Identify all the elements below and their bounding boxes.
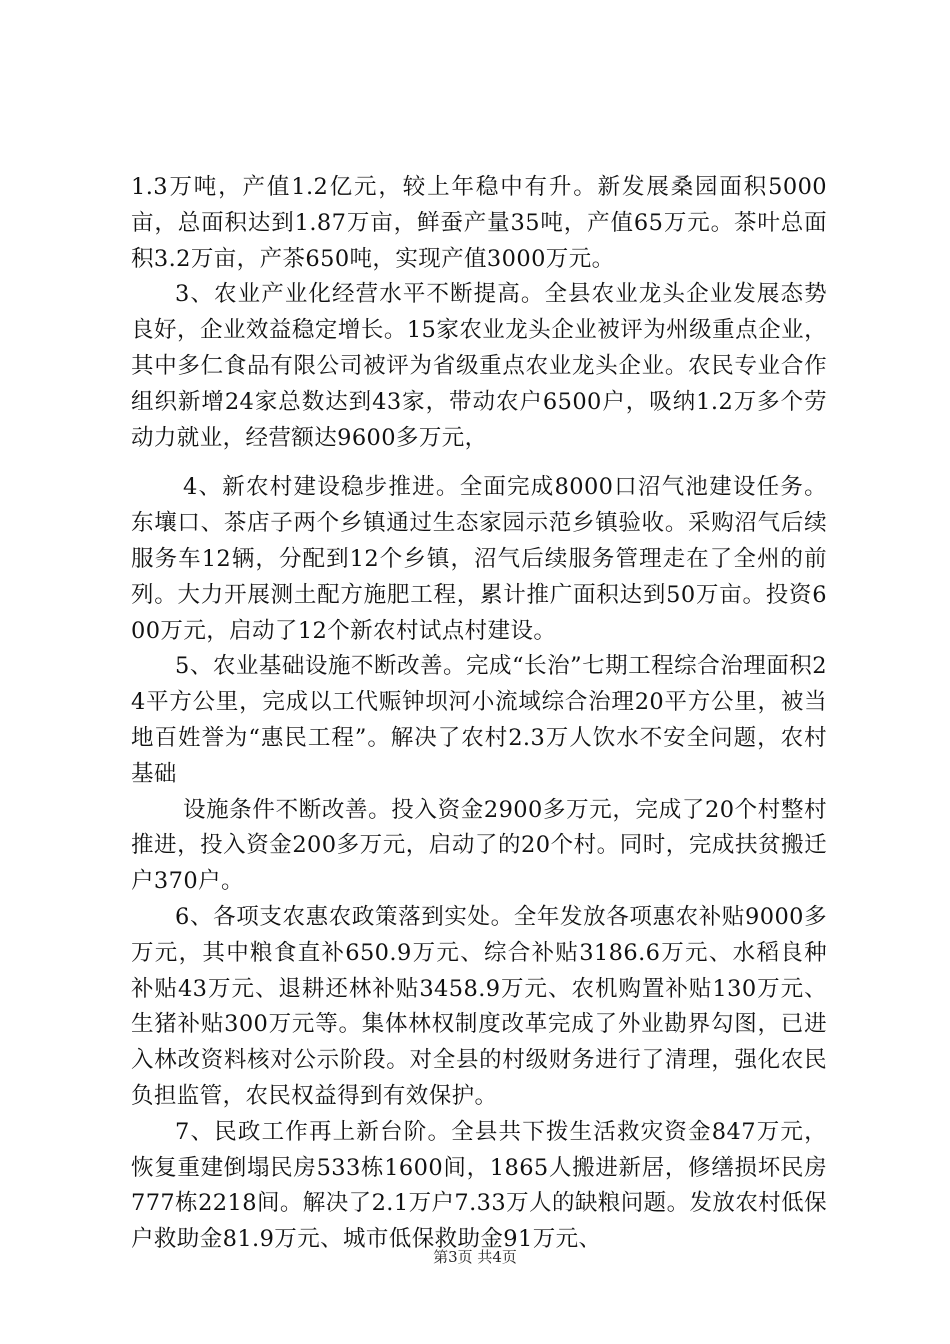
paragraph-industrialization: 3、农业产业化经营水平不断提高。全县农业龙头企业发展态势良好，企业效益稳定增长。15家农业龙头企业被评为州级重点企业，其中多仁食品有限公司被评为省级重点农业龙头企业。农民专业合作组织新增24家总数达到43家，带动农户6500户，吸纳1.2万多个劳动力就业，经营额达9600多万元， [131, 281, 827, 451]
page-number-footer: 第3页 共4页 [433, 1248, 517, 1266]
paragraph-gap [131, 456, 827, 470]
paragraph-civil-affairs: 7、民政工作再上新台阶。全县共下拨生活救灾资金847万元，恢复重建倒塌民房533栋1600间，1865人搬进新居，修缮损坏民房777栋2218间。解决了2.1万户7.33万人的缺粮问题。发放农村低保户救助金81.9万元、城市低保救助金91万元、 [131, 1118, 827, 1253]
paragraph-infrastructure-continued: 设施条件不断改善。投入资金2900多万元，完成了20个村整村推进，投入资金200多万元，启动了的20个村。同时，完成扶贫搬迁户370户。 [131, 796, 827, 895]
paragraph-subsidy-policy: 6、各项支农惠农政策落到实处。全年发放各项惠农补贴9000多万元，其中粮食直补650.9万元、综合补贴3186.6万元、水稻良种补贴43万元、退耕还林补贴3458.9万元、农机购置补贴130万元、生猪补贴300万元等。集体林权制度改革完成了外业勘界勾图，已进入林改资料核对公示阶段。对全县的村级财务进行了清理，强化农民负担监管，农民权益得到有效保护。 [131, 903, 827, 1109]
paragraph-agriculture-output: 1.3万吨，产值1.2亿元，较上年稳中有升。新发展桑园面积5000亩，总面积达到1.87万亩，鲜蚕产量35吨，产值65万元。茶叶总面积3.2万亩，产茶650吨，实现产值3000万元。 [131, 174, 827, 272]
document-body [131, 170, 827, 1258]
paragraph-new-countryside: 4、新农村建设稳步推进。全面完成8000口沼气池建设任务。东壤口、茶店子两个乡镇通过生态家园示范乡镇验收。采购沼气后续服务车12辆，分配到12个乡镇，沼气后续服务管理走在了全州的前列。大力开展测土配方施肥工程，累计推广面积达到50万亩。投资600万元，启动了12个新农村试点村建设。 [131, 474, 827, 644]
paragraph-infrastructure: 5、农业基础设施不断改善。完成“长治”七期工程综合治理面积24平方公里，完成以工代赈钟坝河小流域综合治理20平方公里，被当地百姓誉为“惠民工程”。解决了农村2.3万人饮水不安全问题，农村基础 [131, 653, 827, 787]
